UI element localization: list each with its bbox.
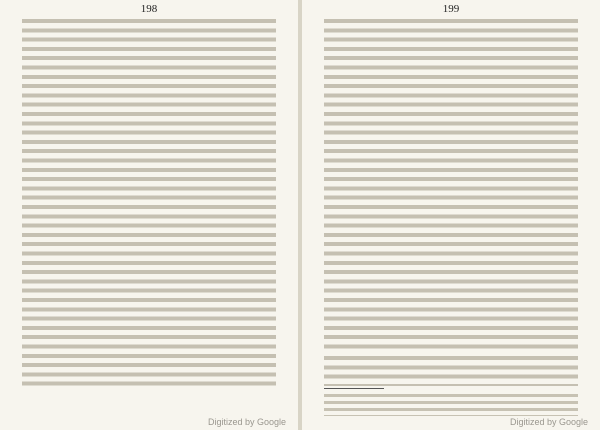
text-lines xyxy=(22,19,276,387)
body-text-placeholder xyxy=(324,356,578,386)
right-page xyxy=(302,0,600,430)
page-number: 198 xyxy=(140,3,158,15)
left-page xyxy=(0,0,298,430)
body-text-placeholder xyxy=(324,19,578,351)
page-number: 199 xyxy=(442,3,460,15)
digitization-watermark: Digitized by Google xyxy=(208,417,287,427)
text-lines xyxy=(324,19,578,351)
digitization-watermark: Digitized by Google xyxy=(510,417,589,427)
footnote-text-placeholder xyxy=(324,394,578,416)
footnote-rule xyxy=(324,388,384,389)
body-text-placeholder xyxy=(22,19,276,387)
text-lines xyxy=(324,356,578,386)
